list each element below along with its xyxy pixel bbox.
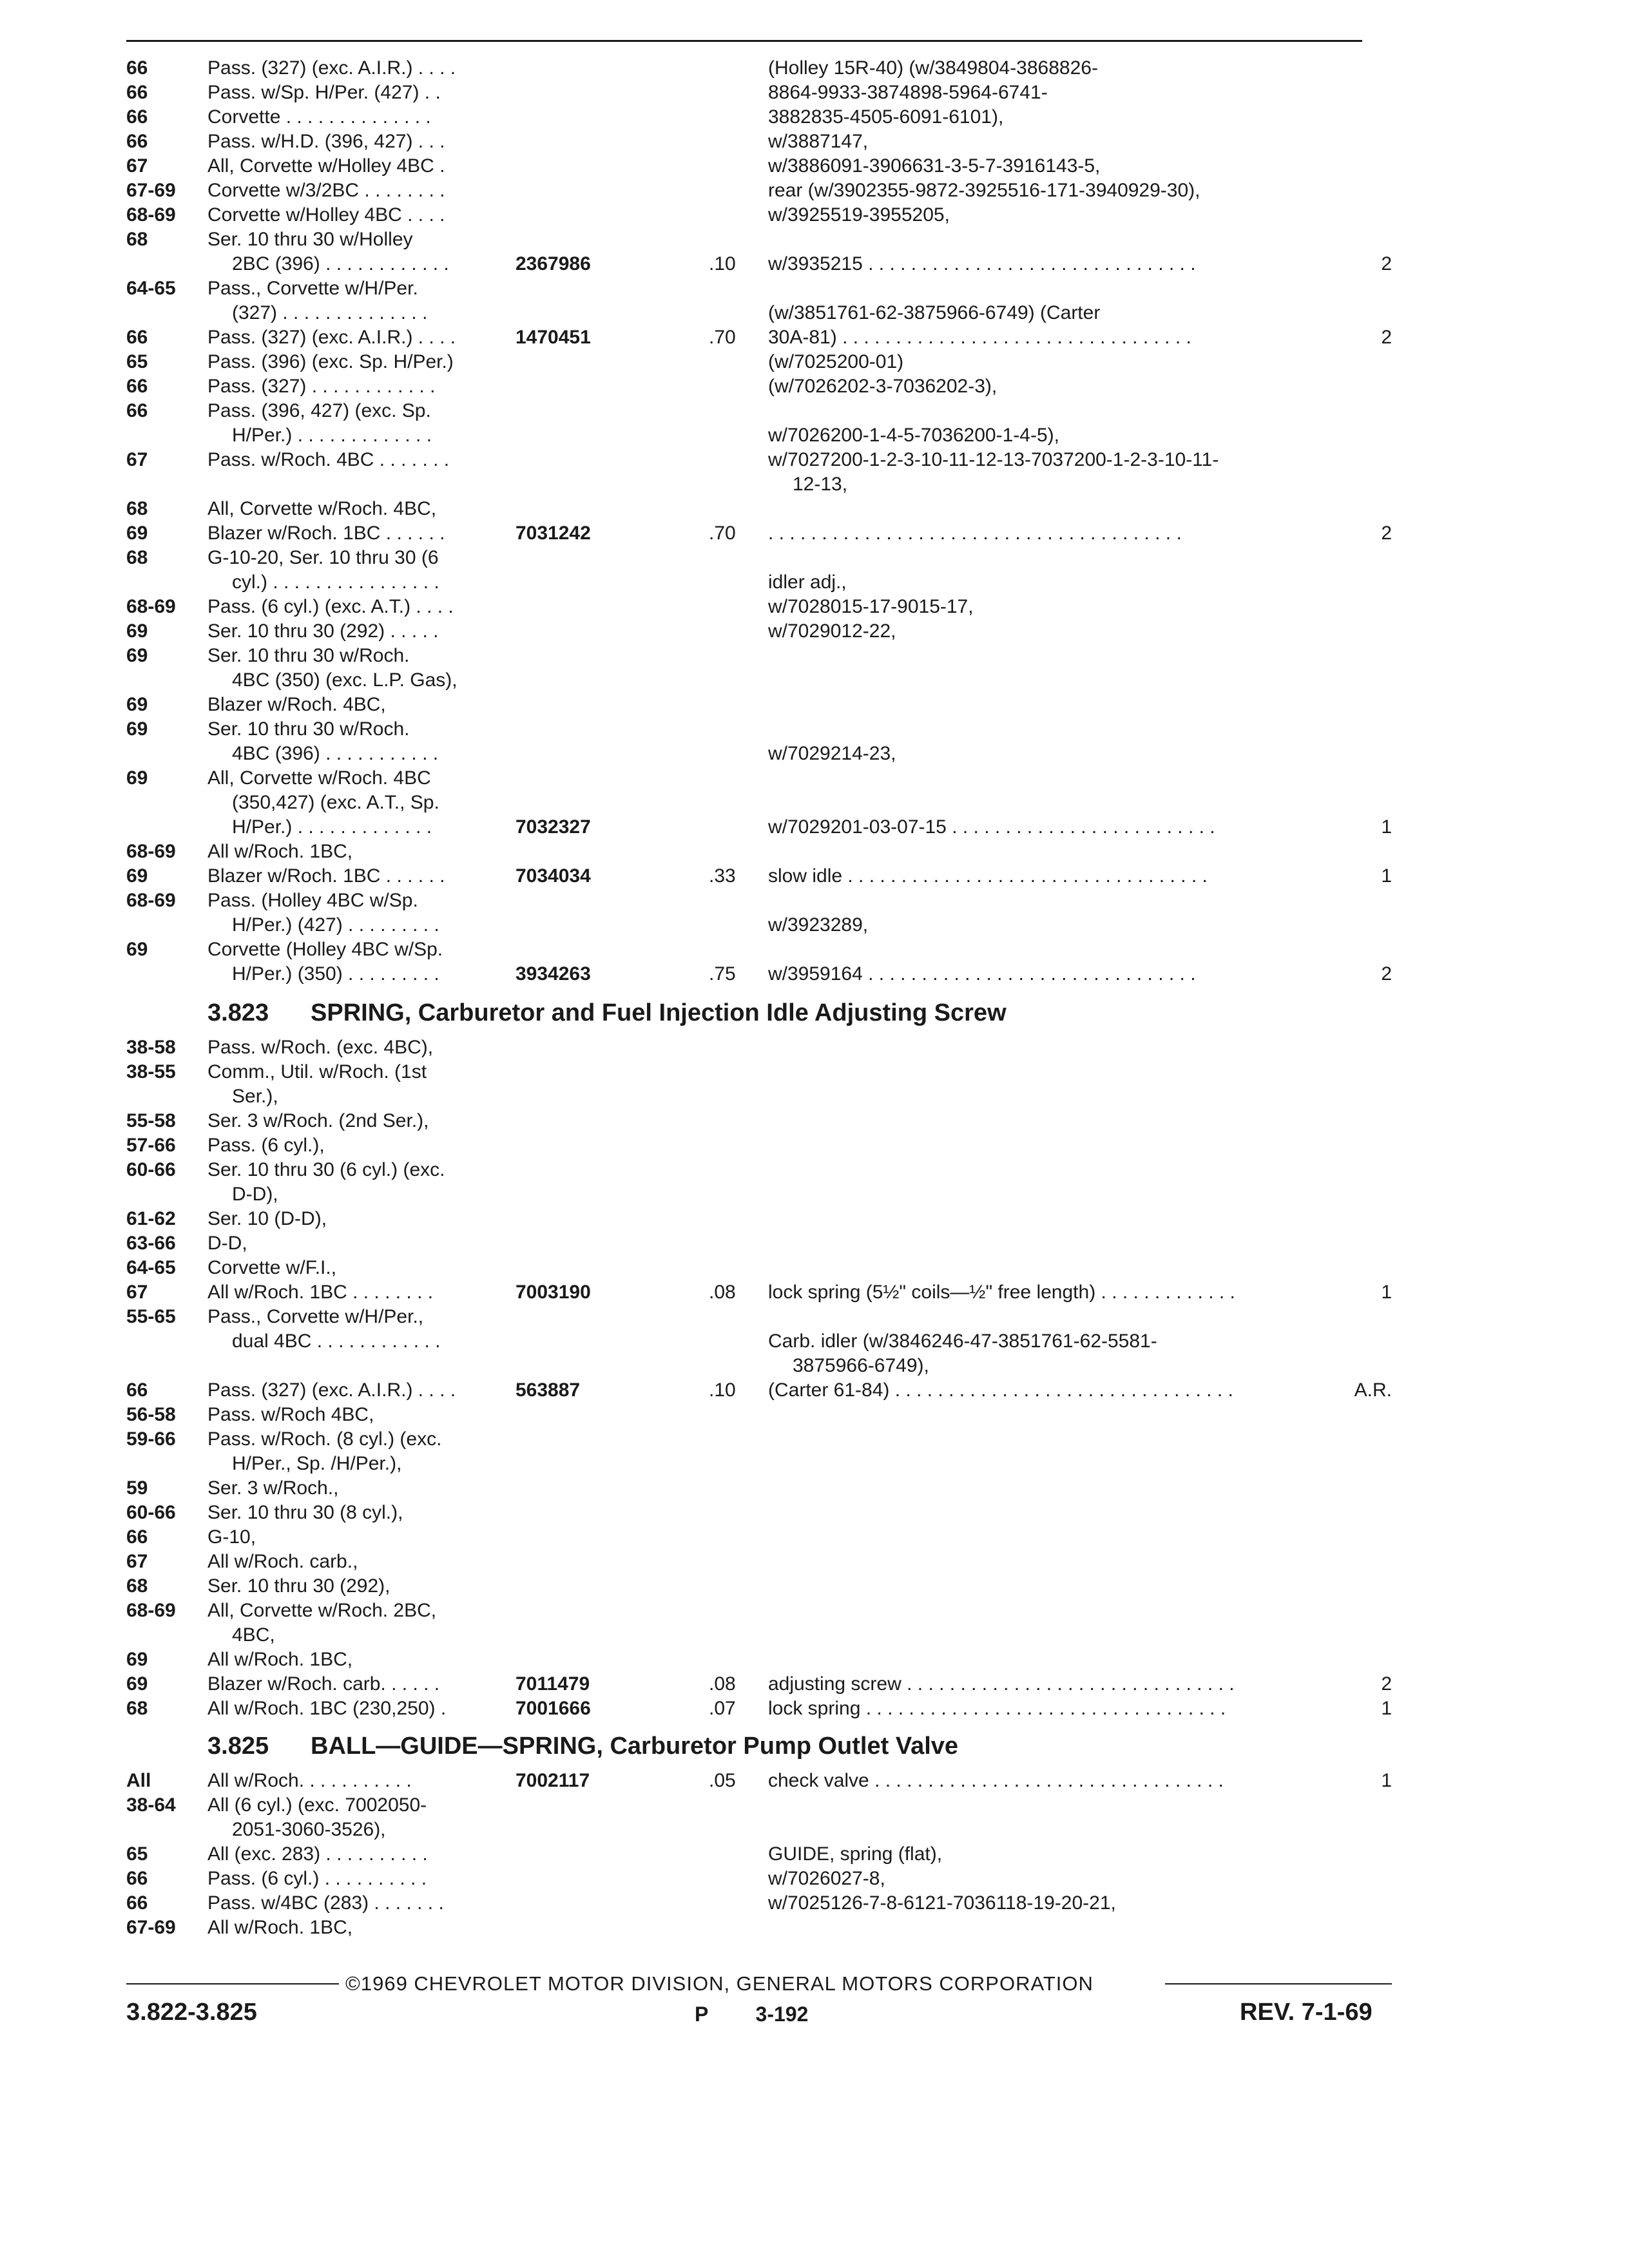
year-range: 60-66 [126, 1502, 176, 1523]
footer-page-number: 3-192 [755, 2003, 809, 2026]
quantity: 1 [1381, 1770, 1392, 1791]
part-number: 7003190 [516, 1282, 591, 1303]
section-number: 3.825 [207, 1733, 269, 1760]
section-heading [207, 999, 1007, 1027]
application-description: Pass. w/Sp. H/Per. (427) . . [207, 82, 441, 103]
application-description: Ser. 10 thru 30 w/Roch. [207, 718, 410, 740]
quantity: 2 [1381, 963, 1392, 985]
application-description: Blazer w/Roch. 1BC . . . . . . [207, 523, 445, 544]
application-description: Corvette . . . . . . . . . . . . . . [207, 106, 431, 128]
note: w/7029201-03-07-15 . . . . . . . . . . . . . . . . . . . . . . . . . [768, 816, 1215, 838]
application-description: Ser. 3 w/Roch., [207, 1477, 339, 1499]
year-range: 69 [126, 718, 148, 740]
application-description: Pass. (6 cyl.) . . . . . . . . . . [207, 1868, 427, 1889]
year-range: 64-65 [126, 278, 176, 299]
price: .33 [709, 865, 736, 887]
year-range: 67 [126, 155, 148, 177]
year-range: 38-55 [126, 1061, 176, 1082]
note: 3882835-4505-6091-6101), [768, 106, 1004, 128]
application-description: cyl.) . . . . . . . . . . . . . . . . [232, 572, 439, 593]
application-description: All (exc. 283) . . . . . . . . . . [207, 1843, 428, 1865]
year-range: 67 [126, 1282, 148, 1303]
year-range: 69 [126, 1673, 148, 1695]
year-range: 69 [126, 523, 148, 544]
application-description: H/Per., Sp. /H/Per.), [232, 1453, 402, 1474]
application-description: G-10-20, Ser. 10 thru 30 (6 [207, 547, 439, 568]
year-range: 55-65 [126, 1306, 176, 1327]
year-range: 63-66 [126, 1233, 176, 1254]
application-description: Pass., Corvette w/H/Per., [207, 1306, 424, 1327]
year-range: 68 [126, 498, 148, 519]
part-number: 7011479 [516, 1673, 590, 1695]
year-range: All [126, 1770, 151, 1791]
year-range: 69 [126, 1649, 148, 1670]
year-range: 65 [126, 351, 148, 372]
note: w/3935215 . . . . . . . . . . . . . . . . . . . . . . . . . . . . . . . [768, 253, 1196, 274]
application-description: Pass. (396, 427) (exc. Sp. [207, 400, 431, 421]
application-description: All w/Roch. carb., [207, 1551, 358, 1572]
application-description: All w/Roch. 1BC, [207, 1917, 353, 1938]
year-range: 67-69 [126, 1917, 176, 1938]
application-description: H/Per.) (350) . . . . . . . . . [232, 963, 439, 985]
application-description: Ser.), [232, 1086, 278, 1107]
section-heading [207, 1732, 958, 1760]
quantity: 2 [1381, 523, 1392, 544]
year-range: 69 [126, 939, 148, 960]
application-description: Ser. 10 (D-D), [207, 1208, 327, 1229]
section-title: BALL—GUIDE—SPRING, Carburetor Pump Outlet Valve [311, 1733, 959, 1760]
note: w/7026200-1-4-5-7036200-1-4-5), [768, 425, 1059, 446]
year-range: 61-62 [126, 1208, 176, 1229]
application-description: Pass. (396) (exc. Sp. H/Per.) [207, 351, 454, 372]
application-description: All w/Roch. 1BC . . . . . . . . [207, 1282, 434, 1303]
application-description: Pass. (Holley 4BC w/Sp. [207, 890, 418, 911]
price: .10 [709, 1379, 736, 1401]
year-range: 66 [126, 131, 148, 152]
note: (w/7025200-01) [768, 351, 904, 372]
top-rule [126, 40, 1362, 42]
part-number: 1470451 [516, 327, 591, 348]
year-range: 38-64 [126, 1794, 176, 1816]
year-range: 68 [126, 1698, 148, 1719]
application-description: 4BC (350) (exc. L.P. Gas), [232, 669, 458, 691]
section-number: 3.823 [207, 999, 269, 1026]
quantity: 1 [1381, 1698, 1392, 1719]
year-range: 65 [126, 1843, 148, 1865]
application-description: All w/Roch. 1BC, [207, 1649, 353, 1670]
note: w/3887147, [768, 131, 869, 152]
year-range: 66 [126, 57, 148, 79]
note: (w/3851761-62-3875966-6749) (Carter [768, 302, 1101, 323]
application-description: Pass. w/Roch. 4BC . . . . . . . [207, 449, 450, 470]
application-description: Comm., Util. w/Roch. (1st [207, 1061, 427, 1082]
note: check valve . . . . . . . . . . . . . . . . . . . . . . . . . . . . . . . . . [768, 1770, 1224, 1791]
note: adjusting screw . . . . . . . . . . . . . . . . . . . . . . . . . . . . . . . [768, 1673, 1235, 1695]
part-number: 3934263 [516, 963, 591, 985]
application-description: Pass. w/Roch 4BC, [207, 1404, 374, 1425]
note: w/7025126-7-8-6121-7036118-19-20-21, [768, 1892, 1116, 1914]
price: .07 [709, 1698, 736, 1719]
application-description: Pass. w/Roch. (exc. 4BC), [207, 1037, 434, 1058]
application-description: All (6 cyl.) (exc. 7002050- [207, 1794, 427, 1816]
application-description: Pass., Corvette w/H/Per. [207, 278, 418, 299]
price: .05 [709, 1770, 736, 1791]
part-number: 7002117 [516, 1770, 590, 1791]
application-description: Ser. 3 w/Roch. (2nd Ser.), [207, 1110, 429, 1131]
year-range: 66 [126, 376, 148, 397]
application-description: All, Corvette w/Holley 4BC . [207, 155, 445, 177]
footer-section-range: 3.822-3.825 [126, 1999, 257, 2026]
application-description: 4BC, [232, 1624, 275, 1646]
note: w/3886091-3906631-3-5-7-3916143-5, [768, 155, 1101, 177]
application-description: Blazer w/Roch. 4BC, [207, 694, 386, 715]
note: 30A-81) . . . . . . . . . . . . . . . . . . . . . . . . . . . . . . . . . [768, 327, 1191, 348]
year-range: 68-69 [126, 1600, 176, 1621]
footer-copyright: ©1969 CHEVROLET MOTOR DIVISION, GENERAL MOTORS CORPORATION [345, 1972, 1094, 1995]
application-description: Ser. 10 thru 30 (8 cyl.), [207, 1502, 403, 1523]
application-description: Pass. (327) (exc. A.I.R.) . . . . [207, 57, 456, 79]
part-number: 7032327 [516, 816, 591, 838]
application-description: Corvette w/3/2BC . . . . . . . . [207, 180, 445, 201]
year-range: 68-69 [126, 890, 176, 911]
footer-page [695, 2003, 808, 2026]
note: 12-13, [793, 474, 848, 495]
note: idler adj., [768, 572, 847, 593]
year-range: 66 [126, 400, 148, 421]
quantity: 2 [1381, 253, 1392, 274]
price: .70 [709, 523, 736, 544]
application-description: (350,427) (exc. A.T., Sp. [232, 792, 439, 813]
note: w/3959164 . . . . . . . . . . . . . . . . . . . . . . . . . . . . . . . [768, 963, 1196, 985]
application-description: Corvette w/F.I., [207, 1257, 337, 1278]
price: .08 [709, 1673, 736, 1695]
year-range: 59-66 [126, 1428, 176, 1450]
year-range: 69 [126, 694, 148, 715]
price: .10 [709, 253, 736, 274]
note: w/3925519-3955205, [768, 204, 950, 226]
year-range: 69 [126, 645, 148, 666]
application-description: 2051-3060-3526), [232, 1819, 386, 1840]
year-range: 68-69 [126, 204, 176, 226]
part-number: 7001666 [516, 1698, 591, 1719]
year-range: 69 [126, 620, 148, 642]
quantity: A.R. [1354, 1379, 1392, 1401]
year-range: 68-69 [126, 841, 176, 862]
footer-rule-right [1165, 1983, 1392, 1984]
application-description: Ser. 10 thru 30 (292), [207, 1575, 390, 1597]
application-description: All, Corvette w/Roch. 2BC, [207, 1600, 437, 1621]
note: w/3923289, [768, 914, 869, 936]
application-description: Pass. (327) (exc. A.I.R.) . . . . [207, 327, 456, 348]
year-range: 67-69 [126, 180, 176, 201]
footer-page-label: P [695, 2003, 708, 2026]
year-range: 68 [126, 229, 148, 250]
application-description: Corvette w/Holley 4BC . . . . [207, 204, 445, 226]
application-description: dual 4BC . . . . . . . . . . . . [232, 1331, 441, 1352]
year-range: 66 [126, 1868, 148, 1889]
note: lock spring (5½" coils—½" free length) . . . . . . . . . . . . . [768, 1282, 1235, 1303]
application-description: Pass. w/H.D. (396, 427) . . . [207, 131, 445, 152]
quantity: 2 [1381, 327, 1392, 348]
application-description: All w/Roch. 1BC, [207, 841, 353, 862]
quantity: 2 [1381, 1673, 1392, 1695]
year-range: 68-69 [126, 596, 176, 617]
application-description: Pass. (6 cyl.), [207, 1135, 325, 1156]
year-range: 66 [126, 106, 148, 128]
year-range: 64-65 [126, 1257, 176, 1278]
year-range: 56-58 [126, 1404, 176, 1425]
application-description: Ser. 10 thru 30 w/Holley [207, 229, 413, 250]
note: w/7029214-23, [768, 743, 896, 764]
note: rear (w/3902355-9872-3925516-171-3940929-30), [768, 180, 1200, 201]
year-range: 66 [126, 327, 148, 348]
price: .70 [709, 327, 736, 348]
application-description: All w/Roch. 1BC (230,250) . [207, 1698, 447, 1719]
application-description: Pass. w/4BC (283) . . . . . . . [207, 1892, 444, 1914]
price: .75 [709, 963, 736, 985]
note: (Carter 61-84) . . . . . . . . . . . . . . . . . . . . . . . . . . . . . . . . [768, 1379, 1233, 1401]
application-description: Corvette (Holley 4BC w/Sp. [207, 939, 443, 960]
note: w/7029012-22, [768, 620, 896, 642]
note: . . . . . . . . . . . . . . . . . . . . . . . . . . . . . . . . . . . . . . . [768, 523, 1182, 544]
part-number: 7031242 [516, 523, 591, 544]
application-description: 2BC (396) . . . . . . . . . . . . [232, 253, 449, 274]
note: lock spring . . . . . . . . . . . . . . . . . . . . . . . . . . . . . . . . . . [768, 1698, 1226, 1719]
note: w/7028015-17-9015-17, [768, 596, 974, 617]
quantity: 1 [1381, 865, 1392, 887]
year-range: 66 [126, 1379, 148, 1401]
year-range: 66 [126, 1892, 148, 1914]
year-range: 60-66 [126, 1159, 176, 1180]
application-description: All, Corvette w/Roch. 4BC [207, 767, 431, 789]
application-description: (327) . . . . . . . . . . . . . . [232, 302, 428, 323]
section-title: SPRING, Carburetor and Fuel Injection Idle Adjusting Screw [311, 999, 1007, 1026]
note: GUIDE, spring (flat), [768, 1843, 943, 1865]
part-number: 563887 [516, 1379, 581, 1401]
note: 8864-9933-3874898-5964-6741- [768, 82, 1048, 103]
application-description: Pass. (327) . . . . . . . . . . . . [207, 376, 436, 397]
year-range: 55-58 [126, 1110, 176, 1131]
price: .08 [709, 1282, 736, 1303]
note: Carb. idler (w/3846246-47-3851761-62-5581- [768, 1331, 1157, 1352]
application-description: Ser. 10 thru 30 w/Roch. [207, 645, 410, 666]
note: 3875966-6749), [793, 1355, 929, 1376]
quantity: 1 [1381, 1282, 1392, 1303]
note: w/7027200-1-2-3-10-11-12-13-7037200-1-2-3-10-11- [768, 449, 1219, 470]
year-range: 57-66 [126, 1135, 176, 1156]
quantity: 1 [1381, 816, 1392, 838]
year-range: 68 [126, 1575, 148, 1597]
application-description: 4BC (396) . . . . . . . . . . . [232, 743, 439, 764]
year-range: 69 [126, 865, 148, 887]
part-number: 7034034 [516, 865, 591, 887]
year-range: 68 [126, 547, 148, 568]
year-range: 59 [126, 1477, 148, 1499]
application-description: All, Corvette w/Roch. 4BC, [207, 498, 437, 519]
application-description: Pass. w/Roch. (8 cyl.) (exc. [207, 1428, 442, 1450]
part-number: 2367986 [516, 253, 591, 274]
note: slow idle . . . . . . . . . . . . . . . . . . . . . . . . . . . . . . . . . . [768, 865, 1208, 887]
application-description: Blazer w/Roch. 1BC . . . . . . [207, 865, 445, 887]
application-description: H/Per.) . . . . . . . . . . . . . [232, 425, 432, 446]
application-description: Pass. (327) (exc. A.I.R.) . . . . [207, 1379, 456, 1401]
application-description: D-D, [207, 1233, 247, 1254]
application-description: Ser. 10 thru 30 (6 cyl.) (exc. [207, 1159, 445, 1180]
footer-revision: REV. 7-1-69 [1240, 1999, 1373, 2026]
application-description: All w/Roch. . . . . . . . . . . [207, 1770, 412, 1791]
application-description: H/Per.) . . . . . . . . . . . . . [232, 816, 432, 838]
application-description: H/Per.) (427) . . . . . . . . . [232, 914, 439, 936]
year-range: 66 [126, 1526, 148, 1548]
application-description: Ser. 10 thru 30 (292) . . . . . [207, 620, 439, 642]
year-range: 38-58 [126, 1037, 176, 1058]
application-description: Blazer w/Roch. carb. . . . . . [207, 1673, 440, 1695]
note: (w/7026202-3-7036202-3), [768, 376, 998, 397]
year-range: 67 [126, 1551, 148, 1572]
application-description: Pass. (6 cyl.) (exc. A.T.) . . . . [207, 596, 454, 617]
note: (Holley 15R-40) (w/3849804-3868826- [768, 57, 1098, 79]
year-range: 69 [126, 767, 148, 789]
year-range: 66 [126, 82, 148, 103]
note: w/7026027-8, [768, 1868, 885, 1889]
application-description: G-10, [207, 1526, 256, 1548]
footer-rule-left [126, 1983, 339, 1984]
application-description: D-D), [232, 1184, 278, 1205]
year-range: 67 [126, 449, 148, 470]
